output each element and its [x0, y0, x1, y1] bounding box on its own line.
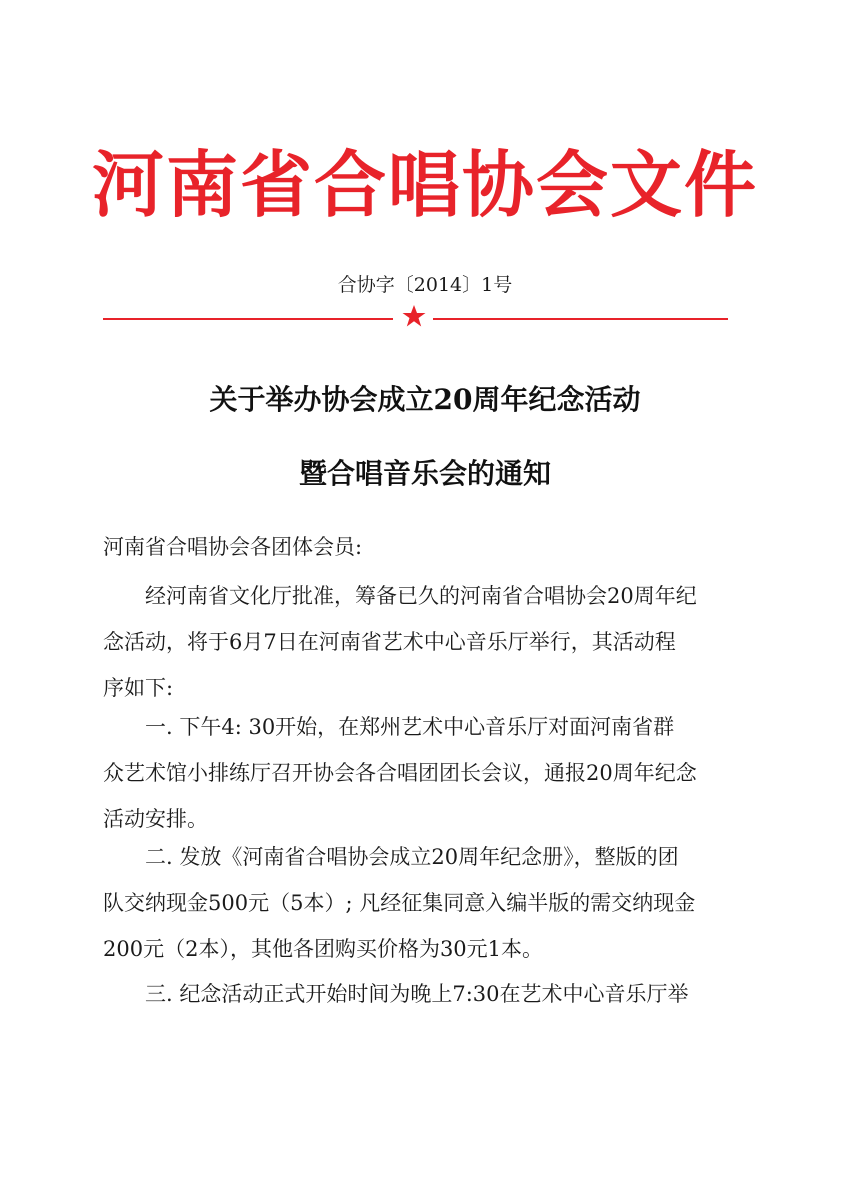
salutation: 河南省合唱协会各团体会员: [103, 535, 363, 559]
notice-title-line-2: 暨合唱音乐会的通知 [298, 457, 551, 490]
paragraph-line: 200元（2本），其他各团购买价格为30元1本。 [103, 937, 544, 961]
document-header-title: 河南省合唱协会文件 [91, 142, 758, 227]
paragraph-3 [103, 834, 695, 972]
paragraph-line: 二. 发放《河南省合唱协会成立20周年纪念册》，整版的团 [145, 845, 679, 869]
notice-title-line-1: 关于举办协会成立20周年纪念活动 [209, 383, 641, 416]
document-number: 合协字〔2014〕1号 [337, 274, 513, 296]
paragraph-4 [103, 971, 689, 1017]
paragraph-line: 念活动，将于6月7日在河南省艺术中心音乐厅举行，其活动程 [103, 630, 676, 654]
header-divider-left [103, 318, 393, 320]
paragraph-line: 一. 下午4: 30开始，在郑州艺术中心音乐厅对面河南省群 [145, 715, 675, 739]
header-divider-right [433, 318, 728, 320]
paragraph-2 [103, 704, 697, 842]
star-icon [401, 303, 427, 329]
paragraph-line: 序如下: [103, 676, 174, 700]
paragraph-1 [103, 573, 697, 711]
paragraph-line: 队交纳现金500元（5本）; 凡经征集同意入编半版的需交纳现金 [103, 891, 696, 915]
paragraph-line: 活动安排。 [103, 807, 208, 831]
paragraph-line: 三. 纪念活动正式开始时间为晚上7:30在艺术中心音乐厅举 [145, 982, 689, 1006]
paragraph-line: 经河南省文化厅批准，筹备已久的河南省合唱协会20周年纪 [145, 584, 697, 608]
paragraph-line: 众艺术馆小排练厅召开协会各合唱团团长会议，通报20周年纪念 [103, 761, 697, 785]
